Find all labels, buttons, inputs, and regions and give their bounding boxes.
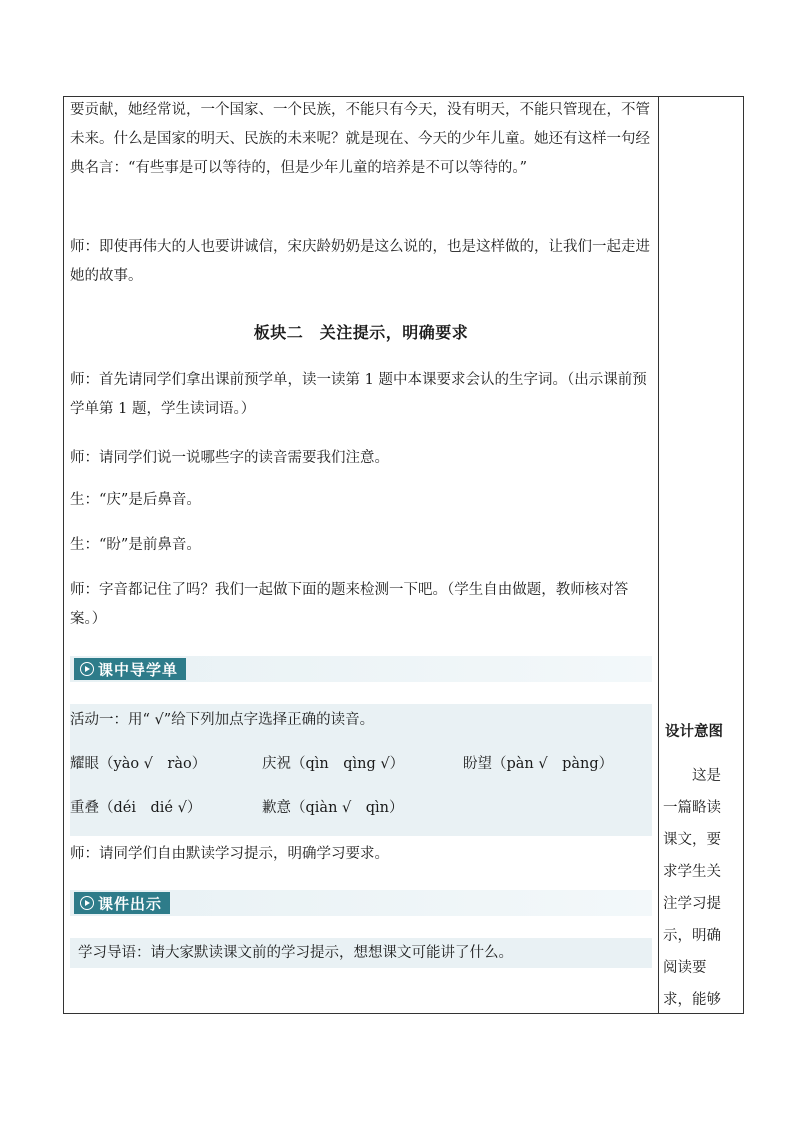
paragraph-student-1: 生：“庆”是后鼻音。	[70, 492, 201, 508]
paragraph-teacher-5: 师：请同学们自由默读学习提示，明确学习要求。	[70, 846, 389, 862]
guide-box	[70, 938, 652, 968]
in-class-tag-bar	[70, 656, 652, 682]
play-icon	[80, 896, 94, 910]
in-class-tag	[74, 658, 186, 680]
column-divider	[658, 96, 659, 1014]
design-intent-text: 这是一篇略读课文，要求学生关注学习提示，明确阅读要求，能够	[663, 768, 721, 1008]
in-class-tag-label: 课中导学单	[98, 660, 179, 679]
section-heading: 板块二 关注提示，明确要求	[253, 323, 469, 342]
courseware-tag-label: 课件出示	[98, 894, 163, 913]
paragraph-teacher-4: 师：字音都记住了吗？我们一起做下面的题来检测一下吧。（学生自由做题，教师核对答案。）	[70, 582, 629, 627]
paragraph-student-2: 生：“盼”是前鼻音。	[70, 537, 201, 553]
activity-box	[70, 704, 652, 836]
activity-instruction-text: 活动一：用“ √”给下列加点字选择正确的读音。	[70, 712, 375, 728]
courseware-tag-bar	[70, 890, 652, 916]
activity-row-1	[70, 750, 652, 779]
paragraph-teacher-2: 师：首先请同学们拿出课前预学单，读一读第 1 题中本课要求会认的生字词。（出示课前预学单第 1 题，学生读词语。）	[70, 372, 647, 417]
paragraph-intro: 要贡献，她经常说，一个国家、一个民族，不能只有今天，没有明天，不能只管现在，不管未来。什么是国家的明天、民族的未来呢？就是现在、今天的少年儿童。她还有这样一句经典名言：“有些事是可以等待的，但是少年儿童的培养是不可以等待的。”	[70, 102, 650, 176]
paragraph-teacher-1: 师：即使再伟大的人也要讲诚信，宋庆龄奶奶是这么说的，也是这样做的，让我们一起走进她的故事。	[70, 239, 650, 284]
word-item: 庆祝（qìn qìng √）	[262, 756, 405, 772]
paragraph-teacher-3: 师：请同学们说一说哪些字的读音需要我们注意。	[70, 450, 389, 466]
play-icon	[80, 662, 94, 676]
activity-row-2	[70, 794, 652, 823]
courseware-tag	[74, 892, 170, 914]
word-item: 耀眼（yào √ ràо）	[70, 756, 207, 772]
word-item: 盼望（pàn √ pàng）	[463, 756, 614, 772]
guide-text: 学习导语：请大家默读课文前的学习提示，想想课文可能讲了什么。	[78, 945, 513, 961]
guide-row	[70, 939, 652, 968]
design-intent-title: 设计意图	[665, 723, 723, 740]
word-item: 歉意（qiàn √ qìn）	[262, 800, 404, 816]
word-item: 重叠（déi dié √）	[70, 800, 202, 816]
activity-instruction	[70, 706, 652, 735]
